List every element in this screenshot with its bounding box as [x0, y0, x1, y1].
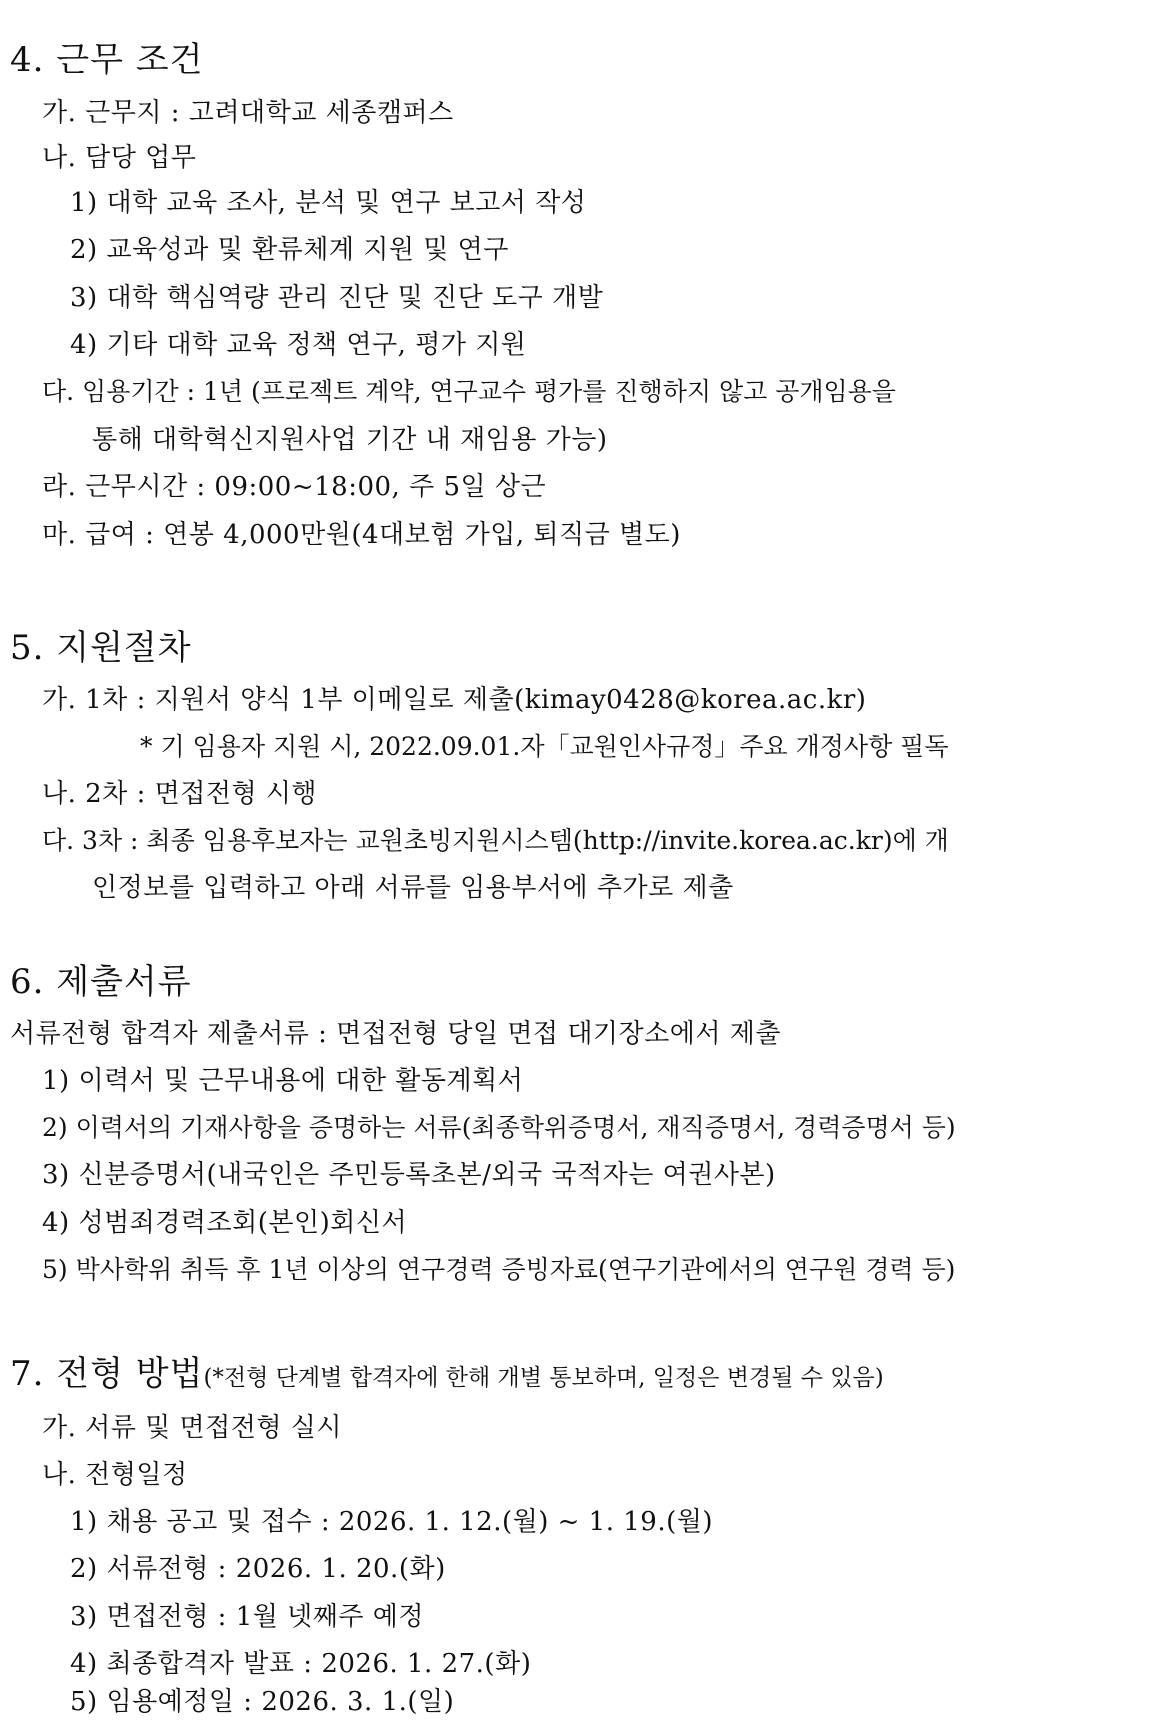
step-1-note: * 기 임용자 지원 시, 2022.09.01.자「교원인사규정」주요 개정사항 필독: [140, 732, 949, 761]
schedule-item: 5) 임용예정일 : 2026. 3. 1.(일): [70, 1687, 455, 1717]
duty-item: 1) 대학 교육 조사, 분석 및 연구 보고서 작성: [70, 188, 587, 218]
document-item: 3) 신분증명서(내국인은 주민등록초본/외국 국적자는 여권사본): [42, 1160, 776, 1190]
section-5-title: 5. 지원절차: [10, 628, 192, 668]
documents-intro: 서류전형 합격자 제출서류 : 면접전형 당일 면접 대기장소에서 제출: [10, 1019, 782, 1049]
step-3-cont: 인정보를 입력하고 아래 서류를 임용부서에 추가로 제출: [92, 873, 734, 903]
section-7-note: (*전형 단계별 합격자에 한해 개별 통보하며, 일정은 변경될 수 있음): [203, 1365, 884, 1391]
schedule-item: 2) 서류전형 : 2026. 1. 20.(화): [70, 1554, 446, 1584]
duty-item: 4) 기타 대학 교육 정책 연구, 평가 지원: [70, 330, 527, 360]
employment-period: 다. 임용기간 : 1년 (프로젝트 계약, 연구교수 평가를 진행하지 않고 공개임용을: [42, 377, 896, 406]
schedule-item: 3) 면접전형 : 1월 넷째주 예정: [70, 1602, 424, 1632]
working-hours: 라. 근무시간 : 09:00~18:00, 주 5일 상근: [42, 472, 547, 502]
section-4-title: 4. 근무 조건: [10, 40, 204, 80]
salary: 마. 급여 : 연봉 4,000만원(4대보험 가입, 퇴직금 별도): [42, 520, 681, 550]
document-item: 2) 이력서의 기재사항을 증명하는 서류(최종학위증명서, 재직증명서, 경력증명서 등): [42, 1113, 956, 1142]
schedule-item: 4) 최종합격자 발표 : 2026. 1. 27.(화): [70, 1649, 532, 1679]
document-item: 5) 박사학위 취득 후 1년 이상의 연구경력 증빙자료(연구기관에서의 연구원 경력 등): [42, 1255, 956, 1284]
employment-period-cont: 통해 대학혁신지원사업 기간 내 재임용 가능): [92, 425, 608, 455]
section-7-title: [10, 1352, 884, 1400]
document-item: 4) 성범죄경력조회(본인)회신서: [42, 1208, 408, 1238]
section-6-title: 6. 제출서류: [10, 962, 192, 1002]
duty-item: 3) 대학 핵심역량 관리 진단 및 진단 도구 개발: [70, 283, 604, 313]
step-1: 가. 1차 : 지원서 양식 1부 이메일로 제출(kimay0428@korea.ac.kr): [42, 685, 867, 715]
step-3: 다. 3차 : 최종 임용후보자는 교원초빙지원시스템(http://invite.korea.ac.kr)에 개: [42, 826, 949, 855]
selection-method: 가. 서류 및 면접전형 실시: [42, 1413, 342, 1443]
duties-heading: 나. 담당 업무: [42, 143, 197, 173]
document-item: 1) 이력서 및 근무내용에 대한 활동계획서: [42, 1066, 524, 1096]
duty-item: 2) 교육성과 및 환류체계 지원 및 연구: [70, 235, 509, 265]
schedule-item: 1) 채용 공고 및 접수 : 2026. 1. 12.(월) ~ 1. 19.(월): [70, 1507, 714, 1537]
work-location: 가. 근무지 : 고려대학교 세종캠퍼스: [42, 98, 454, 128]
schedule-heading: 나. 전형일정: [42, 1460, 188, 1490]
section-7-title-text: 7. 전형 방법: [10, 1354, 204, 1394]
step-2: 나. 2차 : 면접전형 시행: [42, 779, 318, 809]
